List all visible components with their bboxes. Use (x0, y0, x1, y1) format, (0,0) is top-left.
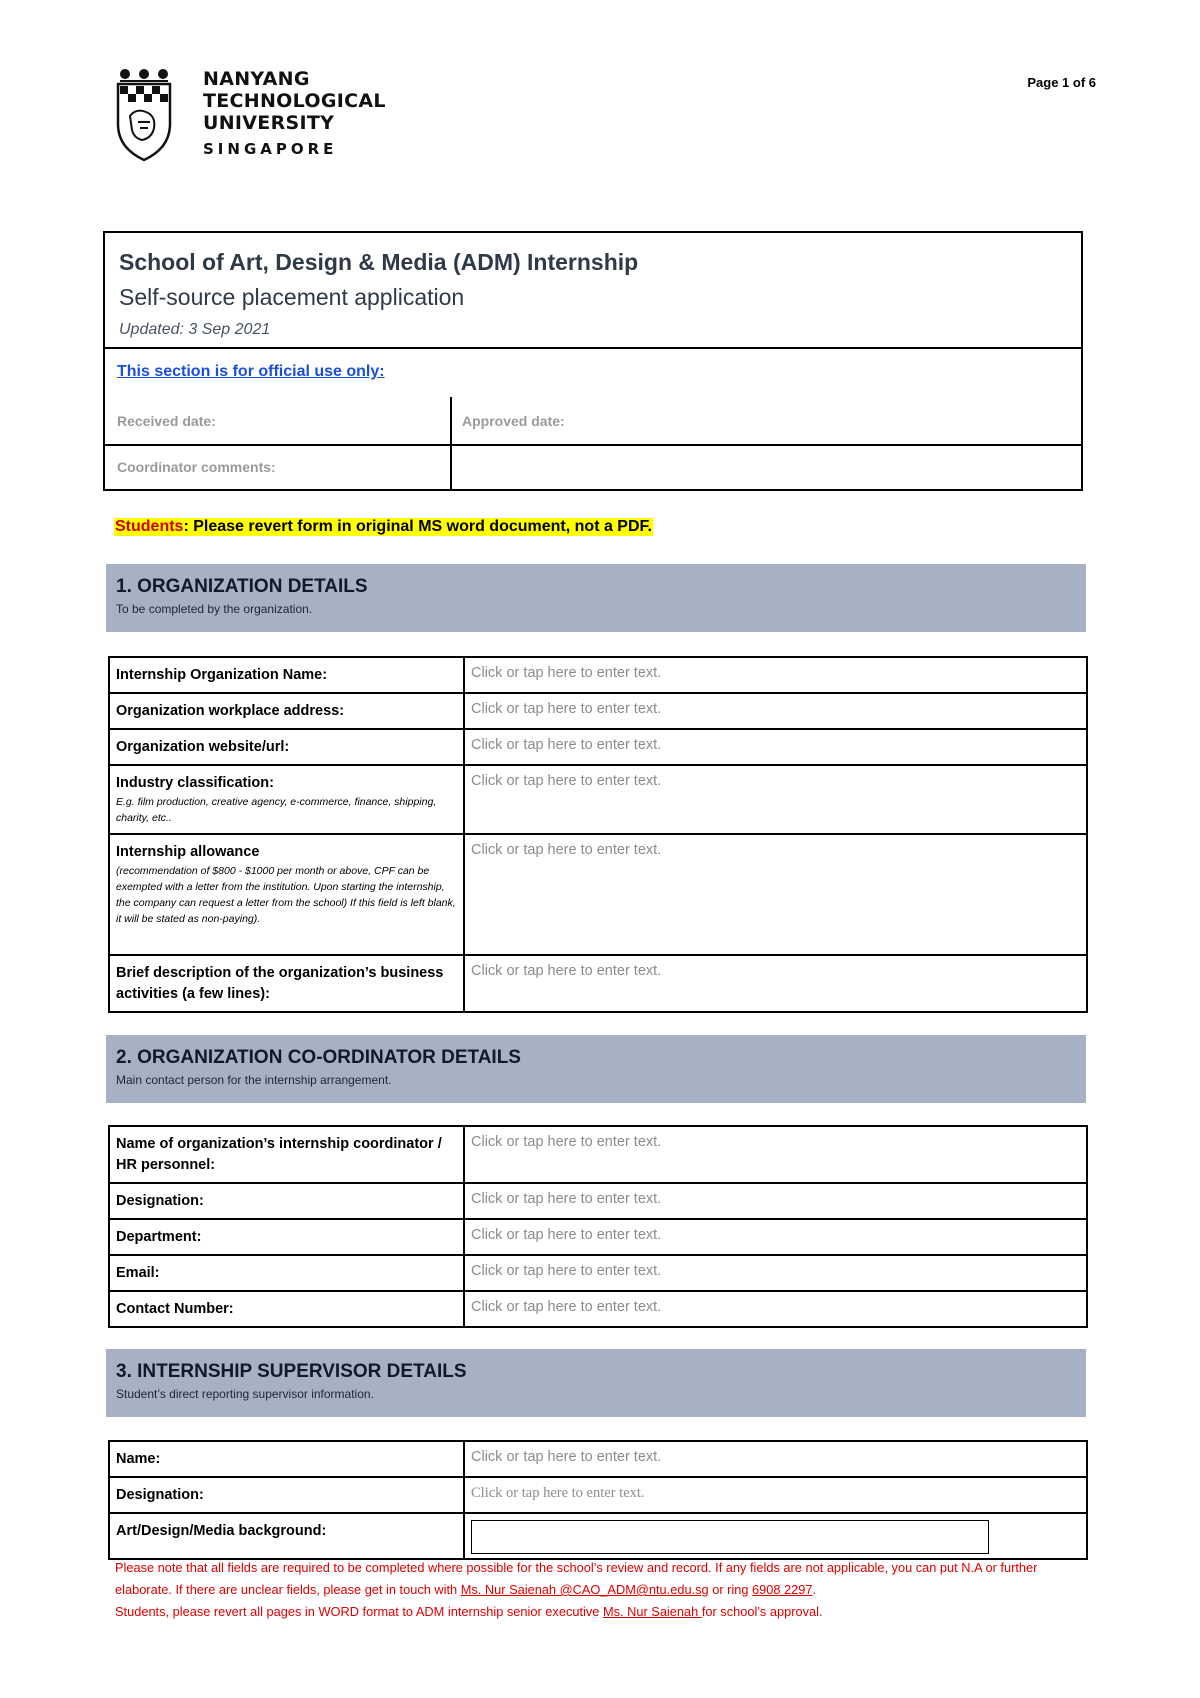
students-note (114, 518, 653, 536)
footer-text-4: Students, please revert all pages in WORD format to ADM internship senior executive (115, 1604, 603, 1619)
table-row (109, 1441, 1087, 1477)
approved-date-label: Approved date: (462, 413, 565, 429)
page-indicator: Page 1 of 6 (1027, 75, 1096, 90)
supervisor-name-field[interactable]: Click or tap here to enter text. (464, 1441, 1087, 1477)
coordinator-email-field[interactable]: Click or tap here to enter text. (464, 1255, 1087, 1291)
table-row (109, 729, 1087, 765)
industry-field[interactable]: Click or tap here to enter text. (464, 765, 1087, 834)
section-1-subheading: To be completed by the organization. (116, 602, 313, 616)
section-3-subheading: Student’s direct reporting supervisor information. (116, 1387, 374, 1401)
table-row (109, 765, 1087, 834)
title-box (103, 231, 1083, 491)
business-description-label: Brief description of the organization’s business activities (a few lines): (109, 955, 464, 1012)
coordinator-department-label: Department: (109, 1219, 464, 1255)
org-name-label: Internship Organization Name: (109, 657, 464, 693)
table-row (109, 834, 1087, 955)
allowance-note: (recommendation of $800 - $1000 per month or above, CPF can be exempted with a letter from the institution. Upon starting the internship, the company can request a letter from the school) If this field is left blank, it will be stated as non-paying). (116, 865, 456, 925)
coordinator-designation-label: Designation: (109, 1183, 464, 1219)
table-row (109, 657, 1087, 693)
logo-line-3: UNIVERSITY (203, 112, 335, 134)
phone-link[interactable]: 6908 2297 (752, 1582, 813, 1597)
allowance-field[interactable]: Click or tap here to enter text. (464, 834, 1087, 955)
background-input[interactable] (471, 1520, 989, 1554)
table-row (109, 1291, 1087, 1327)
logo-line-2: TECHNOLOGICAL (203, 90, 386, 112)
background-cell (464, 1513, 1087, 1559)
table-row (109, 1255, 1087, 1291)
official-row-divider (105, 444, 1081, 446)
section-2-heading: 2. ORGANIZATION CO-ORDINATOR DETAILS (116, 1047, 521, 1068)
table-row (109, 693, 1087, 729)
logo-wordmark (203, 68, 386, 158)
supervisor-designation-field[interactable]: Click or tap here to enter text. (464, 1477, 1087, 1513)
document-title: School of Art, Design & Media (ADM) Internship (119, 249, 639, 275)
section-1-heading: 1. ORGANIZATION DETAILS (116, 576, 368, 597)
coordinator-email-label: Email: (109, 1255, 464, 1291)
footer-text-5: for school’s approval. (701, 1604, 823, 1619)
industry-label: Industry classification: (116, 775, 274, 791)
footer-note (115, 1557, 1085, 1623)
students-label: Students (115, 518, 184, 535)
table-row (109, 1513, 1087, 1559)
ntu-crest-icon (116, 66, 172, 164)
table-row (109, 1183, 1087, 1219)
section-1-header (106, 564, 1086, 632)
supervisor-details-table (108, 1440, 1088, 1560)
org-address-label: Organization workplace address: (109, 693, 464, 729)
allowance-cell (109, 834, 464, 955)
footer-text-3: . (812, 1582, 817, 1597)
coordinator-designation-field[interactable]: Click or tap here to enter text. (464, 1183, 1087, 1219)
section-2-header (106, 1035, 1086, 1103)
contact-email-link[interactable]: Ms. Nur Saienah @CAO_ADM@ntu.edu.sg (460, 1582, 709, 1597)
background-label: Art/Design/Media background: (109, 1513, 464, 1559)
coordinator-name-label: Name of organization’s internship coordinator / HR personnel: (109, 1126, 464, 1183)
supervisor-name-label: Name: (109, 1441, 464, 1477)
coordinator-contact-label: Contact Number: (109, 1291, 464, 1327)
students-note-text: : Please revert form in original MS word document, not a PDF. (183, 518, 652, 535)
table-row (109, 1126, 1087, 1183)
footer-text-2: or ring (708, 1582, 753, 1597)
coordinator-name-field[interactable]: Click or tap here to enter text. (464, 1126, 1087, 1183)
org-website-field[interactable]: Click or tap here to enter text. (464, 729, 1087, 765)
supervisor-designation-label: Designation: (109, 1477, 464, 1513)
official-use-heading: This section is for official use only: (117, 363, 385, 380)
coordinator-department-field[interactable]: Click or tap here to enter text. (464, 1219, 1087, 1255)
coordinator-details-table (108, 1125, 1088, 1328)
table-row (109, 1477, 1087, 1513)
received-date-label: Received date: (117, 413, 216, 429)
coordinator-comments-label: Coordinator comments: (117, 459, 276, 475)
org-website-label: Organization website/url: (109, 729, 464, 765)
ntu-logo (116, 66, 396, 166)
org-address-field[interactable]: Click or tap here to enter text. (464, 693, 1087, 729)
table-row (109, 955, 1087, 1012)
logo-sub: SINGAPORE (203, 140, 338, 158)
footer-text-1: Please note that all fields are required to be completed where possible for the school’s review and record. If any fields are not applicable, you can put N.A or further elaborate. If there are unclear fields, please get in touch with (115, 1560, 1038, 1597)
coordinator-contact-field[interactable]: Click or tap here to enter text. (464, 1291, 1087, 1327)
logo-line-1: NANYANG (203, 68, 310, 90)
title-section (105, 233, 1081, 349)
org-name-field[interactable]: Click or tap here to enter text. (464, 657, 1087, 693)
table-row (109, 1219, 1087, 1255)
section-3-header (106, 1349, 1086, 1417)
section-3-heading: 3. INTERNSHIP SUPERVISOR DETAILS (116, 1361, 467, 1382)
industry-cell (109, 765, 464, 834)
updated-date: Updated: 3 Sep 2021 (119, 321, 271, 338)
exec-name-link[interactable]: Ms. Nur Saienah (602, 1604, 702, 1619)
industry-note: E.g. film production, creative agency, e-commerce, finance, shipping, charity, etc.. (116, 796, 437, 824)
allowance-label: Internship allowance (116, 844, 260, 860)
document-subtitle: Self-source placement application (119, 284, 465, 310)
section-2-subheading: Main contact person for the internship arrangement. (116, 1073, 392, 1087)
business-description-field[interactable]: Click or tap here to enter text. (464, 955, 1087, 1012)
organization-details-table (108, 656, 1088, 1013)
